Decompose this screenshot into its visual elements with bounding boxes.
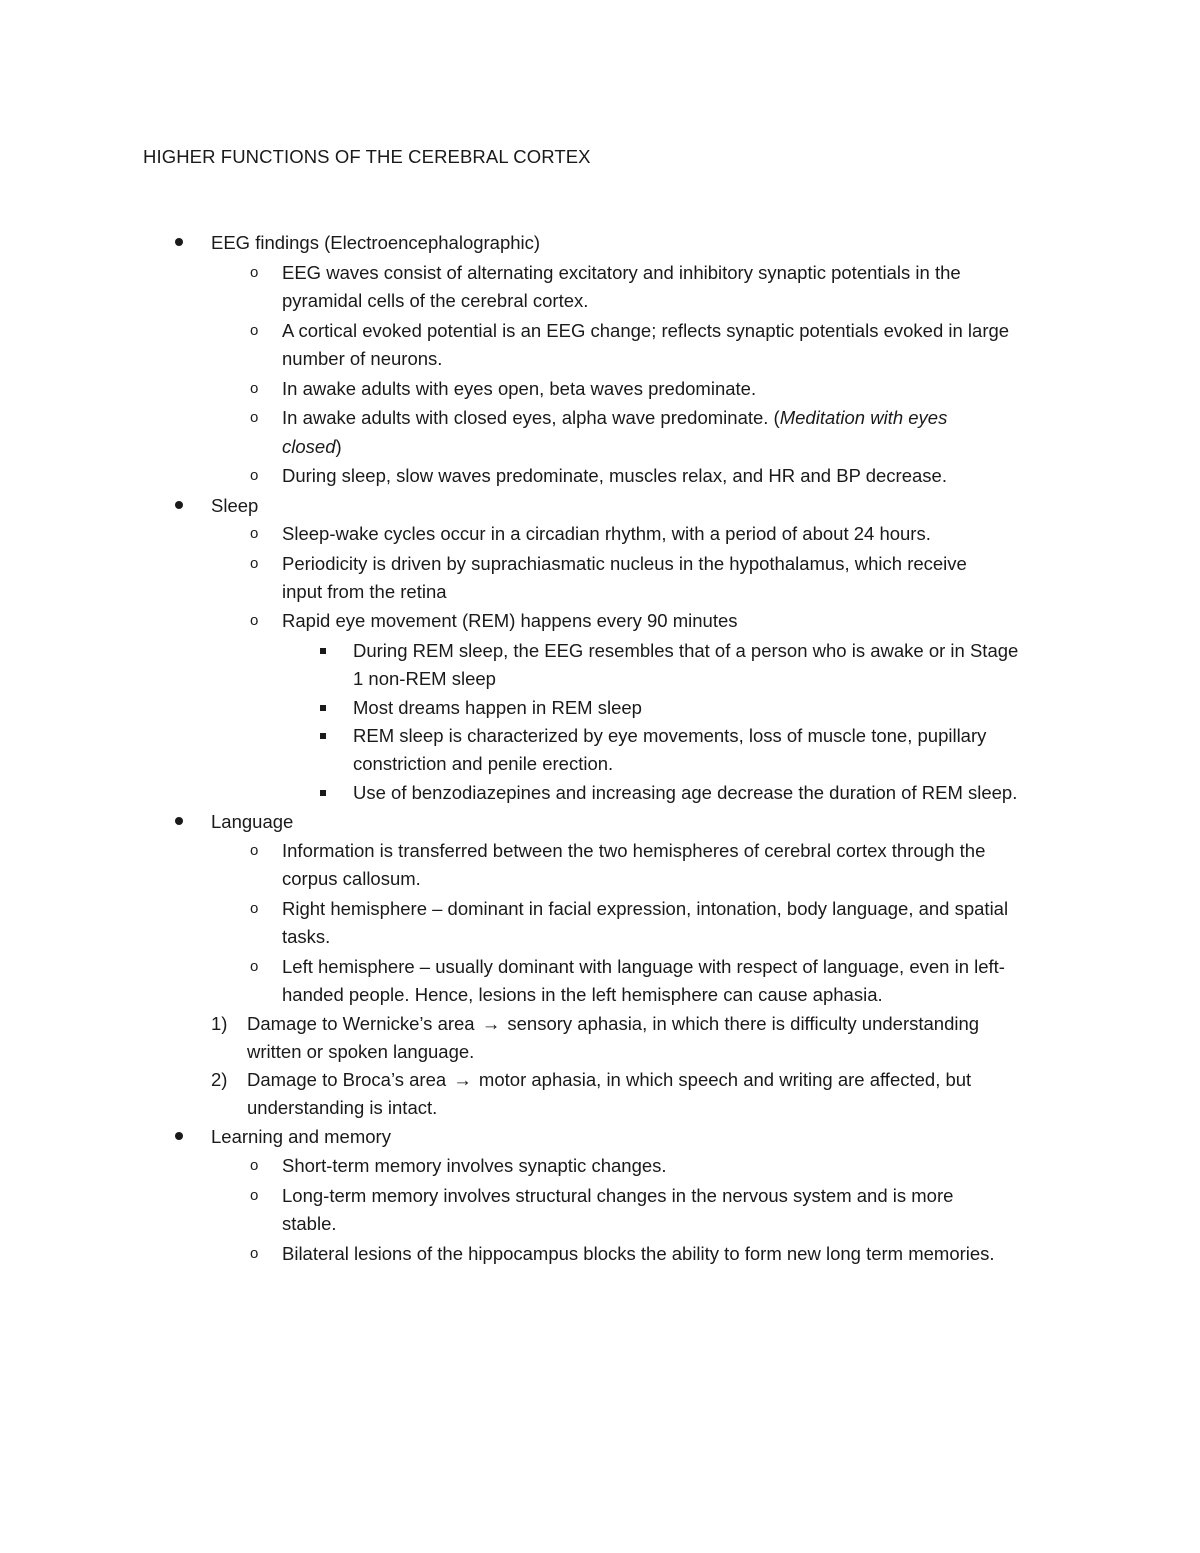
square-bullet bbox=[320, 705, 326, 711]
bullet-dot bbox=[175, 501, 183, 509]
list-item: A cortical evoked potential is an EEG change; reflects synaptic potentials evoked in large bbox=[282, 320, 1010, 341]
list-item: Sleep-wake cycles occur in a circadian rhythm, with a period of about 24 hours. bbox=[282, 523, 931, 544]
sub-bullet: o bbox=[250, 555, 259, 572]
sub-bullet: o bbox=[250, 525, 259, 542]
section-heading-sleep: Sleep bbox=[211, 495, 259, 516]
sub-bullet: o bbox=[250, 1157, 259, 1174]
sub-bullet: o bbox=[250, 1245, 259, 1262]
arrow-right-icon: → bbox=[481, 1013, 501, 1034]
numbered-item-text: Damage to Wernicke’s area bbox=[247, 1013, 475, 1034]
bullet-dot bbox=[175, 238, 183, 246]
list-item: Information is transferred between the two hemispheres of cerebral cortex through the bbox=[282, 840, 986, 861]
list-item: Rapid eye movement (REM) happens every 90 minutes bbox=[282, 610, 738, 631]
section-heading-memory: Learning and memory bbox=[211, 1126, 391, 1147]
numbered-item bbox=[247, 1010, 979, 1038]
list-item-text: In awake adults with closed eyes, alpha wave predominate. ( bbox=[282, 407, 780, 428]
bullet-dot bbox=[175, 1132, 183, 1140]
list-item: Bilateral lesions of the hippocampus blocks the ability to form new long term memories. bbox=[282, 1243, 995, 1264]
sub-bullet: o bbox=[250, 612, 259, 629]
list-item: Periodicity is driven by suprachiasmatic nucleus in the hypothalamus, which receive bbox=[282, 553, 967, 574]
list-item-cont: handed people. Hence, lesions in the left hemisphere can cause aphasia. bbox=[282, 984, 883, 1005]
sub-bullet: o bbox=[250, 900, 259, 917]
numbered-marker: 2) bbox=[211, 1069, 228, 1090]
square-bullet bbox=[320, 648, 326, 654]
section-heading-language: Language bbox=[211, 811, 294, 832]
sub-list-item: REM sleep is characterized by eye movements, loss of muscle tone, pupillary bbox=[353, 725, 987, 746]
sub-list-item-cont: 1 non-REM sleep bbox=[353, 668, 496, 689]
list-item: During sleep, slow waves predominate, muscles relax, and HR and BP decrease. bbox=[282, 465, 947, 486]
sub-list-item: During REM sleep, the EEG resembles that of a person who is awake or in Stage bbox=[353, 640, 1019, 661]
numbered-item-text: sensory aphasia, in which there is difficulty understanding bbox=[507, 1013, 980, 1034]
list-item: Short-term memory involves synaptic changes. bbox=[282, 1155, 667, 1176]
sub-list-item-cont: constriction and penile erection. bbox=[353, 753, 614, 774]
italic-note: closed bbox=[282, 436, 336, 457]
italic-note: Meditation with eyes bbox=[779, 407, 948, 428]
document-title: HIGHER FUNCTIONS OF THE CEREBRAL CORTEX bbox=[143, 146, 591, 167]
list-item: Long-term memory involves structural changes in the nervous system and is more bbox=[282, 1185, 954, 1206]
numbered-item bbox=[247, 1066, 971, 1094]
square-bullet bbox=[320, 790, 326, 796]
list-item-cont: stable. bbox=[282, 1213, 337, 1234]
sub-bullet: o bbox=[250, 467, 259, 484]
numbered-item-text: Damage to Broca’s area bbox=[247, 1069, 447, 1090]
list-item: Right hemisphere – dominant in facial expression, intonation, body language, and spatial bbox=[282, 898, 1009, 919]
sub-bullet: o bbox=[250, 264, 259, 281]
close-paren: ) bbox=[335, 436, 342, 457]
list-item: EEG waves consist of alternating excitatory and inhibitory synaptic potentials in the bbox=[282, 262, 961, 283]
numbered-marker: 1) bbox=[211, 1013, 228, 1034]
sub-bullet: o bbox=[250, 958, 259, 975]
sub-list-item: Most dreams happen in REM sleep bbox=[353, 697, 642, 718]
square-bullet bbox=[320, 733, 326, 739]
sub-bullet: o bbox=[250, 1187, 259, 1204]
list-item: In awake adults with eyes open, beta waves predominate. bbox=[282, 378, 757, 399]
sub-bullet: o bbox=[250, 409, 259, 426]
list-item-cont: corpus callosum. bbox=[282, 868, 421, 889]
sub-bullet: o bbox=[250, 322, 259, 339]
list-item bbox=[282, 404, 947, 432]
section-heading-eeg: EEG findings (Electroencephalographic) bbox=[211, 232, 541, 253]
bullet-dot bbox=[175, 817, 183, 825]
list-item-cont: input from the retina bbox=[282, 581, 447, 602]
list-item: Left hemisphere – usually dominant with language with respect of language, even in left- bbox=[282, 956, 1005, 977]
sub-list-item: Use of benzodiazepines and increasing age decrease the duration of REM sleep. bbox=[353, 782, 1018, 803]
list-item-cont: number of neurons. bbox=[282, 348, 443, 369]
list-item-cont bbox=[282, 433, 342, 461]
sub-bullet: o bbox=[250, 380, 259, 397]
list-item-cont: tasks. bbox=[282, 926, 331, 947]
numbered-item-cont: understanding is intact. bbox=[247, 1097, 438, 1118]
list-item-cont: pyramidal cells of the cerebral cortex. bbox=[282, 290, 589, 311]
sub-bullet: o bbox=[250, 842, 259, 859]
numbered-item-text: motor aphasia, in which speech and writing are affected, but bbox=[473, 1069, 972, 1090]
arrow-right-icon: → bbox=[453, 1069, 472, 1090]
numbered-item-cont: written or spoken language. bbox=[247, 1041, 475, 1062]
